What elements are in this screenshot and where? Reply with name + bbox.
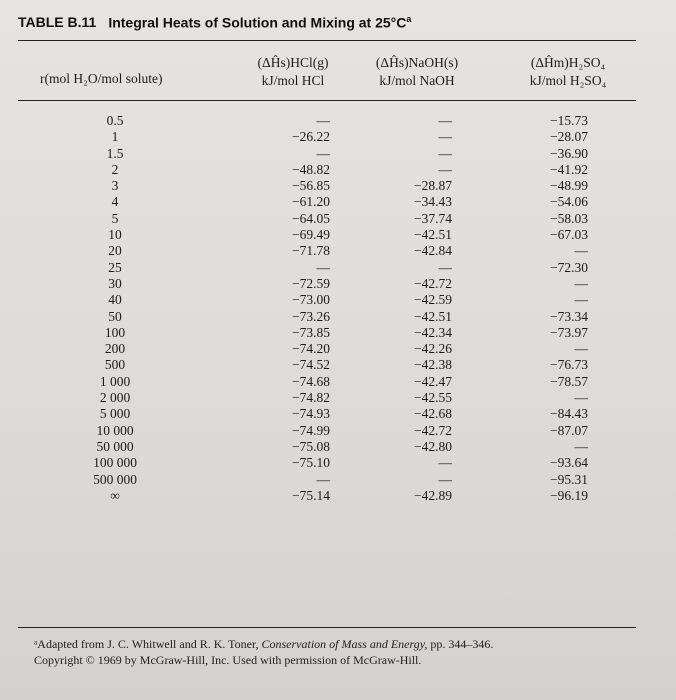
cell-naoh: — xyxy=(438,259,452,275)
cell-r: 200 xyxy=(104,341,126,357)
cell-hcl: −73.85 xyxy=(292,324,330,340)
cell-naoh: −28.87 xyxy=(414,178,452,194)
cell-naoh: −42.51 xyxy=(414,308,452,324)
cell-hcl: −61.20 xyxy=(292,194,330,210)
cell-r: 30 xyxy=(108,275,122,291)
cell-hcl: −75.10 xyxy=(292,455,330,471)
column-h2so4 xyxy=(522,113,588,504)
cell-h2so4: −95.31 xyxy=(550,471,588,487)
cell-naoh: −42.72 xyxy=(414,275,452,291)
cell-h2so4: −93.64 xyxy=(550,455,588,471)
cell-h2so4: −58.03 xyxy=(550,210,588,226)
cell-r: 10 000 xyxy=(96,422,134,438)
cell-h2so4: −41.92 xyxy=(550,161,588,177)
footnote xyxy=(34,636,654,668)
cell-naoh: — xyxy=(438,145,452,161)
cell-naoh: — xyxy=(438,129,452,145)
cell-hcl: −64.05 xyxy=(292,210,330,226)
cell-hcl: — xyxy=(316,259,330,275)
cell-r: 2 xyxy=(111,161,119,177)
header-h2so4-symbol: (ΔĤm)H₂SO₄ xyxy=(530,55,606,70)
cell-naoh: −42.51 xyxy=(414,227,452,243)
cell-r: 10 xyxy=(108,227,122,243)
cell-hcl: −74.93 xyxy=(292,406,330,422)
header-rule xyxy=(18,100,636,101)
column-r xyxy=(60,113,172,504)
footnote-line1 xyxy=(34,636,654,652)
header-naoh xyxy=(357,54,477,90)
cell-r: 20 xyxy=(108,243,122,259)
cell-r: 1.5 xyxy=(106,145,124,161)
cell-naoh: −42.80 xyxy=(414,438,452,454)
cell-r: 1 000 xyxy=(99,373,131,389)
cell-hcl: −72.59 xyxy=(292,275,330,291)
cell-naoh: −42.72 xyxy=(414,422,452,438)
cell-r: 100 xyxy=(104,324,126,340)
cell-hcl: −56.85 xyxy=(292,178,330,194)
cell-naoh: −42.26 xyxy=(414,341,452,357)
title-footnote-mark: a xyxy=(406,13,412,24)
table-title-text: Integral Heats of Solution and Mixing at 25°C xyxy=(108,14,407,31)
cell-naoh: — xyxy=(438,455,452,471)
cell-h2so4: −48.99 xyxy=(550,178,588,194)
cell-naoh: −37.74 xyxy=(414,210,452,226)
header-h2so4-unit: kJ/mol H₂SO₄ xyxy=(529,73,607,88)
cell-r: 5 000 xyxy=(99,406,131,422)
cell-h2so4: — xyxy=(574,243,588,259)
cell-r: 2 000 xyxy=(99,390,131,406)
cell-r: 50 000 xyxy=(96,438,134,454)
footnote-suffix: pp. 344–346. xyxy=(427,637,494,651)
cell-r: 1 xyxy=(111,129,119,145)
cell-r: 3 xyxy=(111,178,119,194)
footnote-prefix: ᵃAdapted from J. C. Whitwell and R. K. Toner, xyxy=(34,637,262,651)
table-title-row xyxy=(18,10,658,34)
cell-naoh: −42.84 xyxy=(414,243,452,259)
cell-h2so4: — xyxy=(574,292,588,308)
cell-naoh: — xyxy=(438,471,452,487)
cell-hcl: −74.52 xyxy=(292,357,330,373)
cell-hcl: −75.08 xyxy=(292,438,330,454)
header-naoh-symbol: (ΔĤs)NaOH(s) xyxy=(375,55,459,70)
header-hcl xyxy=(238,54,348,90)
cell-naoh: −42.34 xyxy=(414,324,452,340)
cell-naoh: −42.59 xyxy=(414,292,452,308)
header-naoh-unit: kJ/mol NaOH xyxy=(379,73,455,88)
cell-hcl: −48.82 xyxy=(292,161,330,177)
header-r: r(mol H₂O/mol solute) xyxy=(40,71,163,86)
cell-h2so4: −28.07 xyxy=(550,129,588,145)
cell-hcl: −73.00 xyxy=(292,292,330,308)
cell-naoh: −42.38 xyxy=(414,357,452,373)
column-naoh xyxy=(386,113,452,504)
cell-h2so4: — xyxy=(574,275,588,291)
cell-r: 500 000 xyxy=(93,471,137,487)
table-label: TABLE B.11 xyxy=(18,14,97,30)
footnote-book: Conservation of Mass and Energy, xyxy=(261,637,428,651)
cell-h2so4: −73.97 xyxy=(550,324,588,340)
cell-hcl: −69.49 xyxy=(292,227,330,243)
cell-hcl: −73.26 xyxy=(292,308,330,324)
header-h2so4 xyxy=(498,54,638,90)
bottom-rule xyxy=(18,627,636,628)
cell-r: 4 xyxy=(111,194,119,210)
cell-h2so4: — xyxy=(574,390,588,406)
cell-h2so4: −87.07 xyxy=(550,422,588,438)
cell-r: 100 000 xyxy=(93,455,137,471)
cell-hcl: — xyxy=(316,471,330,487)
cell-hcl: −74.68 xyxy=(292,373,330,389)
cell-h2so4: −96.19 xyxy=(550,487,588,503)
header-hcl-symbol: (ΔĤs)HCl(g) xyxy=(257,55,329,70)
cell-r: ∞ xyxy=(110,487,120,503)
cell-h2so4: — xyxy=(574,341,588,357)
cell-naoh: −42.68 xyxy=(414,406,452,422)
cell-h2so4: −76.73 xyxy=(550,357,588,373)
cell-naoh: — xyxy=(438,113,452,128)
cell-h2so4: −84.43 xyxy=(550,406,588,422)
cell-naoh: −42.55 xyxy=(414,390,452,406)
cell-h2so4: −54.06 xyxy=(550,194,588,210)
cell-hcl: — xyxy=(316,113,330,128)
cell-naoh: — xyxy=(438,161,452,177)
cell-h2so4: −15.73 xyxy=(550,113,588,128)
cell-hcl: −74.82 xyxy=(292,390,330,406)
cell-naoh: −42.47 xyxy=(414,373,452,389)
footnote-line2: Copyright © 1969 by McGraw-Hill, Inc. Used with permission of McGraw-Hill. xyxy=(34,653,422,667)
cell-r: 500 xyxy=(104,357,126,373)
cell-hcl: −75.14 xyxy=(292,487,330,503)
cell-hcl: −74.99 xyxy=(292,422,330,438)
table-title xyxy=(108,14,411,31)
cell-h2so4: −36.90 xyxy=(550,145,588,161)
cell-r: 5 xyxy=(111,210,119,226)
cell-hcl: — xyxy=(316,145,330,161)
cell-r: 40 xyxy=(108,292,122,308)
cell-h2so4: −78.57 xyxy=(550,373,588,389)
cell-h2so4: — xyxy=(574,438,588,454)
cell-h2so4: −73.34 xyxy=(550,308,588,324)
cell-hcl: −71.78 xyxy=(292,243,330,259)
cell-naoh: −42.89 xyxy=(414,487,452,503)
cell-h2so4: −72.30 xyxy=(550,259,588,275)
cell-hcl: −74.20 xyxy=(292,341,330,357)
cell-r: 50 xyxy=(108,308,122,324)
cell-hcl: −26.22 xyxy=(292,129,330,145)
cell-h2so4: −67.03 xyxy=(550,227,588,243)
header-hcl-unit: kJ/mol HCl xyxy=(261,73,325,88)
top-rule xyxy=(18,40,636,41)
cell-r: 25 xyxy=(108,259,122,275)
column-hcl xyxy=(250,113,330,504)
cell-r: 0.5 xyxy=(106,113,124,128)
cell-naoh: −34.43 xyxy=(414,194,452,210)
